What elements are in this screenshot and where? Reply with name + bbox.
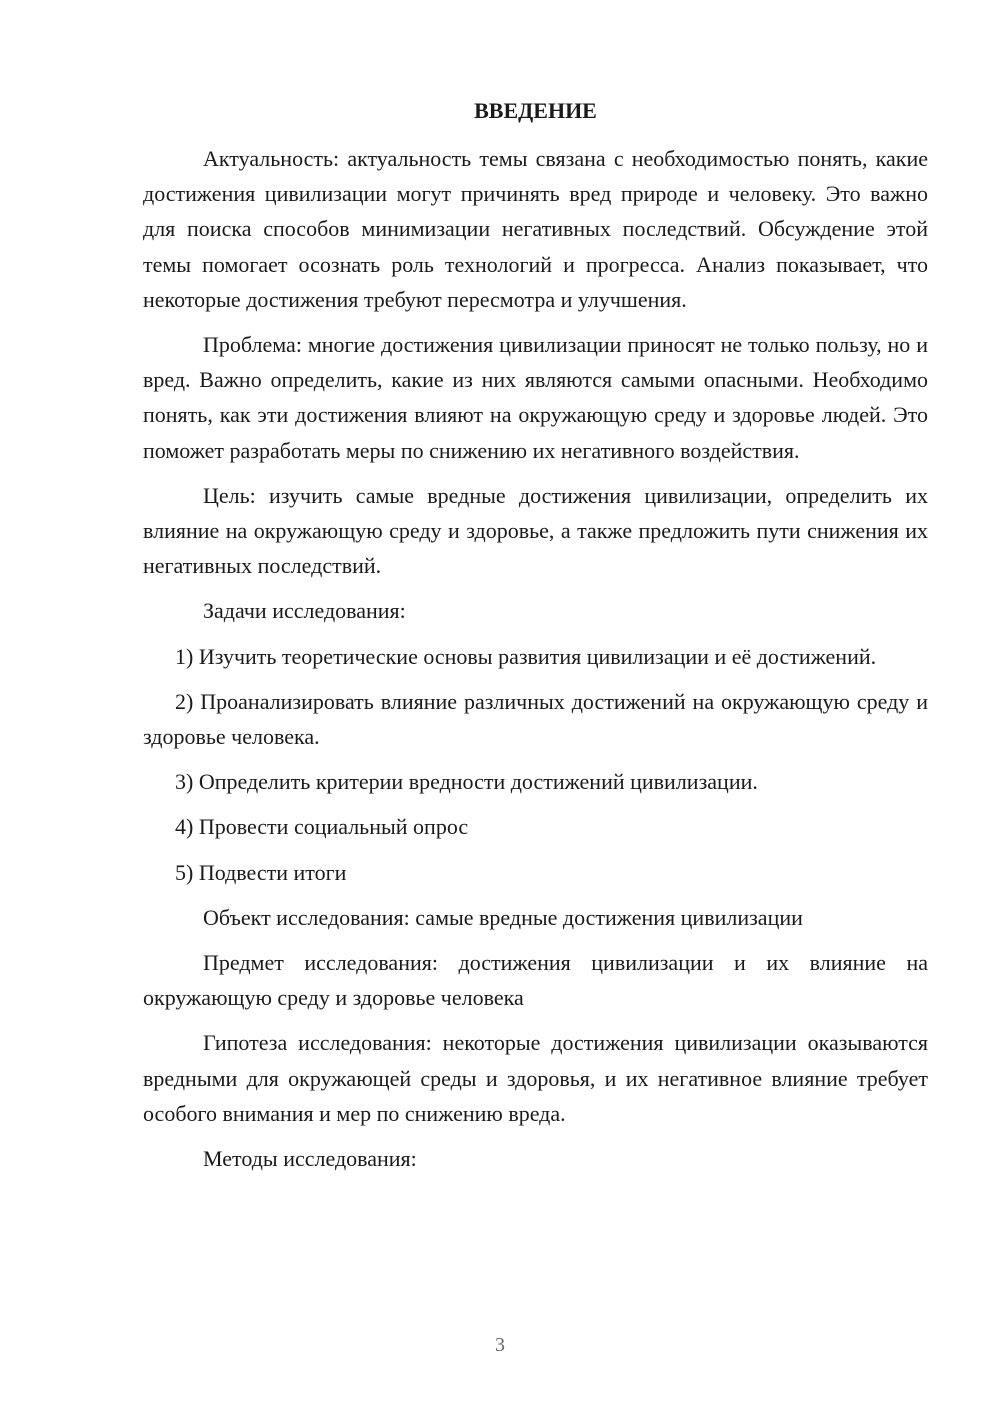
page-content — [143, 96, 928, 1176]
tasks-heading: Задачи исследования: — [203, 598, 406, 624]
paragraph-subject: Предмет исследования: достижения цивилизации и их влияние на окружающую среду и здоровье человека — [143, 950, 928, 1011]
task-item-2: 2) Проанализировать влияние различных достижений на окружающую среду и здоровье человека. — [143, 688, 928, 750]
paragraph-hypothesis: Гипотеза исследования: некоторые достижения цивилизации оказываются вредными для окружающей среды и здоровья, и их негативное влияние требует особого внимания и мер по снижению вреда. — [143, 1030, 928, 1126]
methods-heading: Методы исследования: — [203, 1146, 417, 1172]
page-number: 3 — [495, 1334, 505, 1356]
paragraph-object: Объект исследования: самые вредные достижения цивилизации — [203, 904, 803, 930]
task-item-1: 1) Изучить теоретические основы развития цивилизации и её достижений. — [175, 643, 877, 669]
paragraph-goal: Цель: изучить самые вредные достижения цивилизации, определить их влияние на окружающую среду и здоровье, а также предложить пути снижения их негативных последствий. — [143, 482, 928, 579]
task-item-5: 5) Подвести итоги — [175, 859, 347, 885]
page-title: ВВЕДЕНИЕ — [474, 98, 597, 123]
task-item-4: 4) Провести социальный опрос — [175, 814, 469, 840]
paragraph-problem: Проблема: многие достижения цивилизации приносят не только пользу, но и вред. Важно определить, какие из них являются самыми опасными. Необходимо понять, как эти достижения влияют на окружающую среду и здоровье людей. Это поможет разработать меры по снижению их негативного воздействия. — [143, 332, 928, 463]
task-item-3: 3) Определить критерии вредности достижений цивилизации. — [175, 769, 758, 795]
paragraph-relevance: Актуальность: актуальность темы связана с необходимостью понять, какие достижения цивилизации могут причинять вред природе и человеку. Это важно для поиска способов минимизации негативных последствий. Обсуждение этой темы помогает осознать роль технологий и прогресса. Анализ показывает, что некоторые достижения требуют пересмотра и улучшения. — [143, 146, 928, 312]
